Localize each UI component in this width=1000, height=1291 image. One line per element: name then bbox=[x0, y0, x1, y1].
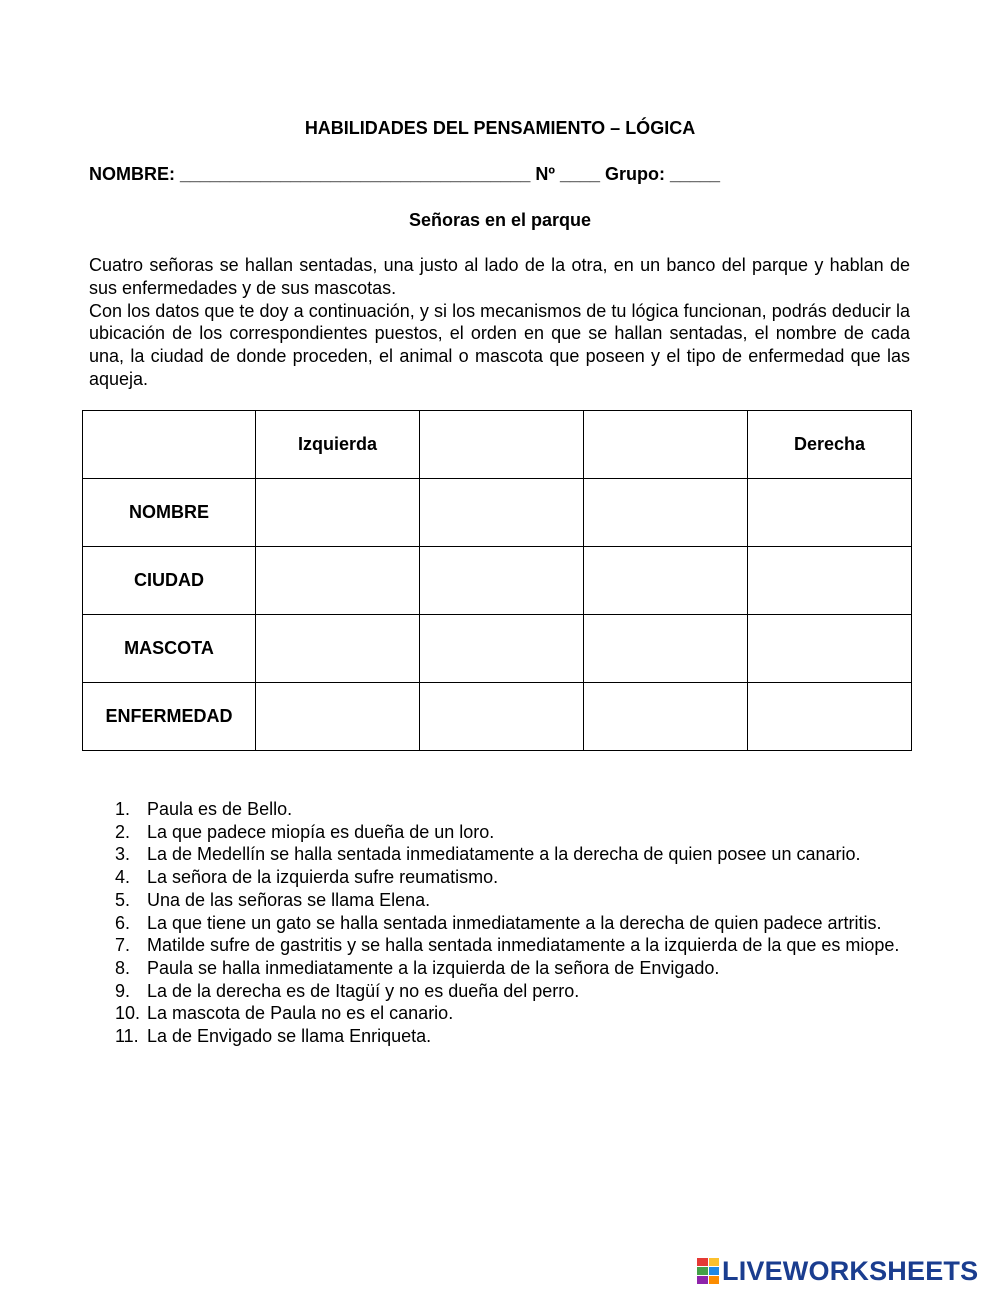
answer-cell[interactable] bbox=[420, 615, 584, 683]
list-item bbox=[115, 889, 910, 912]
clue-number: 9. bbox=[115, 980, 131, 1001]
answer-cell[interactable] bbox=[256, 615, 420, 683]
list-item bbox=[115, 980, 910, 1003]
list-item bbox=[115, 798, 910, 821]
table-row bbox=[83, 479, 912, 547]
clue-text: Paula se halla inmediatamente a la izquierda de la señora de Envigado. bbox=[147, 957, 720, 978]
row-label-nombre: NOMBRE bbox=[83, 479, 256, 547]
list-item bbox=[115, 957, 910, 980]
clue-number: 4. bbox=[115, 867, 131, 888]
table-row bbox=[83, 683, 912, 751]
table-header-cell bbox=[420, 411, 584, 479]
row-label-mascota: MASCOTA bbox=[83, 615, 256, 683]
table-row bbox=[83, 547, 912, 615]
clue-text: La de Medellín se halla sentada inmediatamente a la derecha de quien posee un canario. bbox=[147, 844, 861, 865]
clue-number: 11. bbox=[115, 1026, 139, 1047]
clue-text: Matilde sufre de gastritis y se halla sentada inmediatamente a la izquierda de la que es miope. bbox=[147, 935, 900, 956]
table-header-cell bbox=[83, 411, 256, 479]
intro-paragraph-2: Con los datos que te doy a continuación, y si los mecanismos de tu lógica funcionan, podrás deducir la ubicación de los correspondientes puestos, el orden en que se hallan sentadas, el nombre de cada una, la ciudad de donde proceden, el animal o mascota que poseen y el tipo de enfermedad que las aqueja. bbox=[89, 300, 910, 389]
list-item bbox=[115, 821, 910, 844]
clue-number: 7. bbox=[115, 935, 131, 956]
intro-paragraph-1: Cuatro señoras se hallan sentadas, una justo al lado de la otra, en un banco del parque y hablan de sus enfermedades y de sus mascotas. bbox=[89, 255, 910, 298]
list-item bbox=[115, 866, 910, 889]
answer-cell[interactable] bbox=[420, 683, 584, 751]
clue-list bbox=[115, 798, 910, 1048]
name-field-line[interactable]: NOMBRE: ___________________________________ Nº ____ Grupo: _____ bbox=[89, 164, 721, 184]
answer-cell[interactable] bbox=[420, 479, 584, 547]
answer-cell[interactable] bbox=[256, 683, 420, 751]
clue-text: La que padece miopía es dueña de un loro. bbox=[147, 821, 495, 842]
clue-text: La de la derecha es de Itagüí y no es dueña del perro. bbox=[147, 980, 580, 1001]
answer-cell[interactable] bbox=[420, 547, 584, 615]
list-item bbox=[115, 912, 910, 935]
answer-cell[interactable] bbox=[584, 615, 748, 683]
table-header-cell-left: Izquierda bbox=[256, 411, 420, 479]
page-subtitle: Señoras en el parque bbox=[408, 210, 592, 230]
liveworksheets-logo[interactable] bbox=[697, 1256, 978, 1286]
clue-number: 2. bbox=[115, 821, 131, 842]
logo-text: LIVEWORKSHEETS bbox=[722, 1255, 979, 1286]
liveworksheets-logo-icon bbox=[697, 1258, 719, 1284]
clue-number: 1. bbox=[115, 799, 131, 819]
list-item bbox=[115, 843, 910, 866]
table-row bbox=[83, 615, 912, 683]
clue-number: 8. bbox=[115, 957, 131, 978]
clue-text: La señora de la izquierda sufre reumatismo. bbox=[147, 867, 499, 888]
row-label-enfermedad: ENFERMEDAD bbox=[83, 683, 256, 751]
page-title: HABILIDADES DEL PENSAMIENTO – LÓGICA bbox=[304, 118, 696, 138]
answer-cell[interactable] bbox=[584, 683, 748, 751]
clue-number: 10. bbox=[115, 1003, 141, 1024]
answer-cell[interactable] bbox=[256, 547, 420, 615]
list-item bbox=[115, 934, 910, 957]
clue-text: La mascota de Paula no es el canario. bbox=[147, 1003, 454, 1024]
answer-cell[interactable] bbox=[748, 547, 912, 615]
clue-number: 3. bbox=[115, 844, 131, 865]
clue-text: Paula es de Bello. bbox=[147, 799, 293, 819]
intro-text bbox=[89, 254, 910, 391]
logic-grid-table bbox=[82, 410, 912, 751]
table-header-row bbox=[83, 411, 912, 479]
list-item bbox=[115, 1002, 910, 1025]
clue-text: Una de las señoras se llama Elena. bbox=[147, 889, 431, 910]
answer-cell[interactable] bbox=[748, 479, 912, 547]
answer-cell[interactable] bbox=[256, 479, 420, 547]
row-label-ciudad: CIUDAD bbox=[83, 547, 256, 615]
table-header-cell-right: Derecha bbox=[748, 411, 912, 479]
answer-cell[interactable] bbox=[584, 547, 748, 615]
answer-cell[interactable] bbox=[748, 615, 912, 683]
clue-number: 6. bbox=[115, 912, 131, 933]
clue-number: 5. bbox=[115, 889, 131, 910]
clue-text: La que tiene un gato se halla sentada inmediatamente a la derecha de quien padece artritis. bbox=[147, 912, 882, 933]
list-item bbox=[115, 1025, 910, 1048]
answer-cell[interactable] bbox=[584, 479, 748, 547]
clue-text: La de Envigado se llama Enriqueta. bbox=[147, 1026, 432, 1047]
answer-cell[interactable] bbox=[748, 683, 912, 751]
table-header-cell bbox=[584, 411, 748, 479]
